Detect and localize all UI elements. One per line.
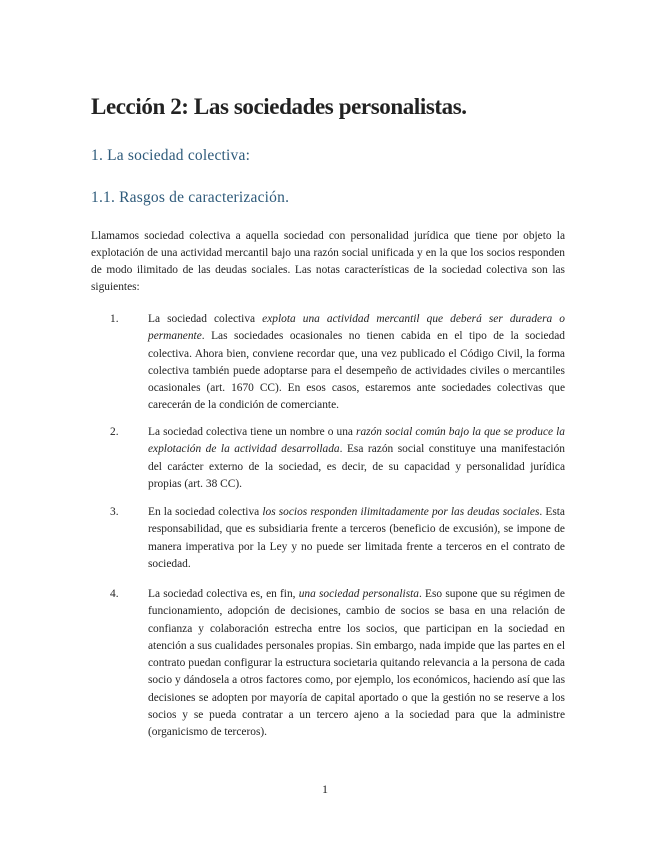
lesson-title: Lección 2: Las sociedades personalistas. <box>91 94 467 119</box>
section-heading: 1. La sociedad colectiva: <box>91 147 251 164</box>
emphasis: explota una actividad mercantil que deberá ser duradera o permanente <box>148 313 566 343</box>
page-number: 1 <box>322 782 328 796</box>
emphasis: razón social común bajo la que se produce la explotación de la actividad desarrollada <box>148 426 565 456</box>
list-text: La sociedad colectiva explota una actividad mercantil que deberá ser duradera o permanente. Las sociedades ocasionales no tienen cabida en el tipo de la sociedad colectiva. Ahora bien, conviene recordar que, una vez publicado el Código Civil, la forma colectiva también puede adoptarse para el desempeño de actividades civiles o mercantiles ocasionales (art. 1670 CC). En esos casos, estaremos ante sociedades colectivas que carecerán de la condición de comerciante. <box>148 313 566 412</box>
subsection-heading: 1.1. Rasgos de caracterización. <box>91 189 290 206</box>
emphasis: los socios responden ilimitadamente por las deudas sociales <box>262 506 540 518</box>
emphasis: una sociedad personalista <box>298 588 419 600</box>
list-number: 4. <box>110 588 119 600</box>
intro-paragraph: Llamamos sociedad colectiva a aquella sociedad con personalidad jurídica que tiene por objeto la explotación de una actividad mercantil bajo una razón social unificada y en la que los socios responden de modo ilimitado de las deudas sociales. Las notas características de la sociedad colectiva son las siguientes: <box>91 230 565 293</box>
list-number: 1. <box>110 313 119 325</box>
list-number: 2. <box>110 426 119 438</box>
list-text: En la sociedad colectiva los socios responden ilimitadamente por las deudas sociales. Esta responsabilidad, que es subsidiaria frente a terceros (beneficio de excusión), se impone de manera imperativa por la Ley y no puede ser limitada frente a terceros en el contrato de sociedad. <box>148 506 565 570</box>
list-number: 3. <box>110 506 119 518</box>
list-text: La sociedad colectiva es, en fin, una sociedad personalista. Eso supone que su régimen de funcionamiento, adopción de decisiones, cambio de socios se basa en una relación de confianza y colaboración estrecha entre los socios, que participan en la sociedad en atención a sus cualidades personales propias. Sin embargo, nada impide que las partes en el contrato puedan configurar la estructura societaria quitando relevancia a la persona de cada socio y dándosela a otros factores como, por ejemplo, los económicos, haciendo así que las decisiones se adopten por mayoría de capital aportado o que la gestión no se reserve a los socios y se pueda contratar a un tercero ajeno a la sociedad para que la administre (organicismo de terceros). <box>148 588 565 739</box>
list-text: La sociedad colectiva tiene un nombre o una razón social común bajo la que se produce la explotación de la actividad desarrollada. Esa razón social constituye una manifestación del carácter externo de la sociedad, es decir, de su capacidad y personalidad jurídica propias (art. 38 CC). <box>148 426 565 490</box>
